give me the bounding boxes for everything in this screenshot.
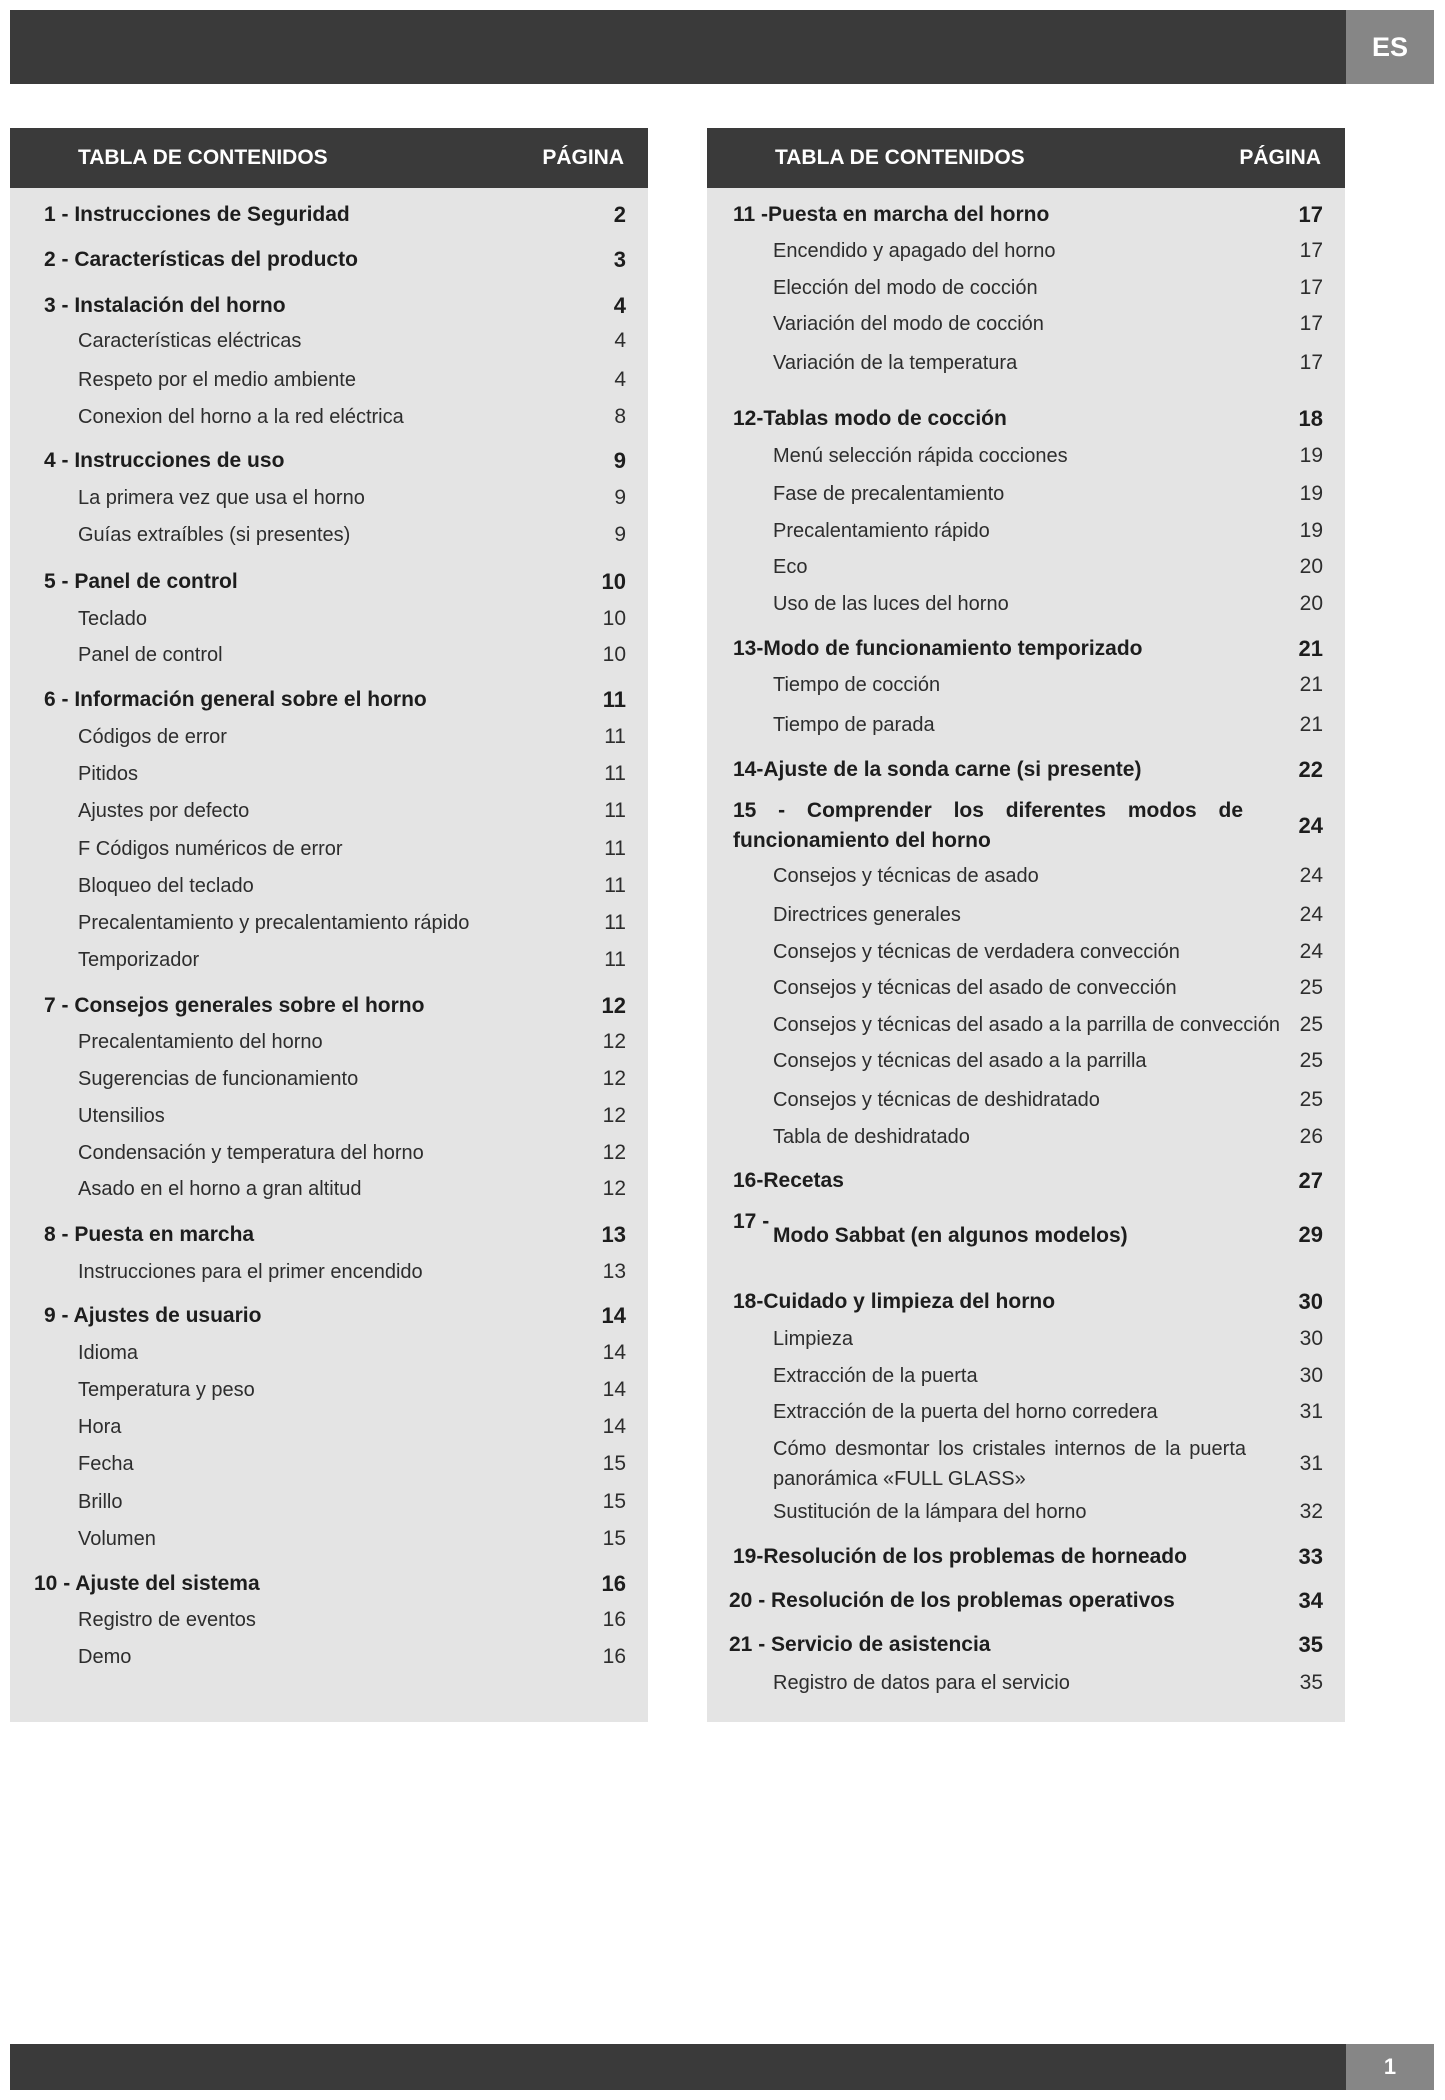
toc-header-right bbox=[707, 128, 1345, 188]
toc-subentry[interactable]: Utensilios 12 bbox=[78, 1104, 626, 1127]
toc-subentry[interactable]: Variación de la temperatura 17 bbox=[773, 351, 1323, 374]
toc-subentry[interactable]: F Códigos numéricos de error 11 bbox=[78, 837, 626, 860]
toc-subentry[interactable]: Cómo desmontar los cristales internos de la puerta panorámica «FULL GLASS» 31 bbox=[773, 1438, 1323, 1490]
toc-subentry[interactable]: Idioma 14 bbox=[78, 1341, 626, 1364]
toc-subentry[interactable]: Temperatura y peso 14 bbox=[78, 1378, 626, 1401]
toc-subentry[interactable]: Tiempo de parada 21 bbox=[773, 713, 1323, 736]
toc-header-left bbox=[10, 128, 648, 188]
toc-subentry[interactable]: Demo 16 bbox=[78, 1645, 626, 1668]
toc-subentry[interactable]: Panel de control 10 bbox=[78, 643, 626, 666]
toc-subentry[interactable]: Eco 20 bbox=[773, 555, 1323, 578]
toc-section-entry[interactable]: 5 - Panel de control 10 bbox=[44, 569, 626, 594]
toc-subentry[interactable]: Características eléctricas 4 bbox=[78, 329, 626, 352]
toc-subentry[interactable]: Variación del modo de cocción 17 bbox=[773, 312, 1323, 335]
toc-subentry[interactable]: Encendido y apagado del horno 17 bbox=[773, 239, 1323, 262]
toc-subentry[interactable]: Registro de datos para el servicio 35 bbox=[773, 1671, 1323, 1694]
toc-page-label: PÁGINA bbox=[1239, 146, 1321, 169]
toc-section-entry[interactable]: 16-Recetas 27 bbox=[733, 1168, 1323, 1193]
toc-section-entry[interactable]: 18-Cuidado y limpieza del horno 30 bbox=[733, 1289, 1323, 1314]
top-header-bar bbox=[10, 10, 1346, 84]
toc-section-entry[interactable]: 3 - Instalación del horno 4 bbox=[44, 293, 626, 318]
toc-subentry[interactable]: Ajustes por defecto 11 bbox=[78, 799, 626, 822]
toc-section-entry[interactable]: 14-Ajuste de la sonda carne (si presente) 22 bbox=[733, 757, 1323, 782]
toc-subentry[interactable]: Precalentamiento y precalentamiento rápido 11 bbox=[78, 911, 626, 934]
toc-subentry[interactable]: Sustitución de la lámpara del horno 32 bbox=[773, 1500, 1323, 1523]
toc-section-entry[interactable]: 19-Resolución de los problemas de horneado 33 bbox=[733, 1544, 1323, 1569]
toc-subentry[interactable]: Guías extraíbles (si presentes) 9 bbox=[78, 523, 626, 546]
toc-section-entry[interactable]: 2 - Características del producto 3 bbox=[44, 247, 626, 272]
toc-subentry[interactable]: Brillo 15 bbox=[78, 1490, 626, 1513]
toc-subentry[interactable]: Sugerencias de funcionamiento 12 bbox=[78, 1067, 626, 1090]
toc-section-entry[interactable]: 7 - Consejos generales sobre el horno 12 bbox=[44, 993, 626, 1018]
toc-subentry[interactable]: Consejos y técnicas de asado 24 bbox=[773, 864, 1323, 887]
toc-section-entry[interactable]: 17 - Modo Sabbat (en algunos modelos) 29 bbox=[733, 1210, 1323, 1247]
toc-subentry[interactable]: Consejos y técnicas de verdadera convección 24 bbox=[773, 940, 1323, 963]
toc-subentry[interactable]: Fecha 15 bbox=[78, 1452, 626, 1475]
toc-subentry[interactable]: Precalentamiento del horno 12 bbox=[78, 1030, 626, 1053]
toc-section-entry[interactable]: 9 - Ajustes de usuario 14 bbox=[44, 1303, 626, 1328]
toc-subentry[interactable]: Consejos y técnicas del asado a la parrilla 25 bbox=[773, 1049, 1323, 1072]
toc-subentry[interactable]: Respeto por el medio ambiente 4 bbox=[78, 368, 626, 391]
toc-subentry[interactable]: Teclado 10 bbox=[78, 607, 626, 630]
toc-subentry[interactable]: Consejos y técnicas de deshidratado 25 bbox=[773, 1088, 1323, 1111]
toc-subentry[interactable]: Elección del modo de cocción 17 bbox=[773, 276, 1323, 299]
toc-list-left bbox=[10, 188, 648, 1722]
toc-subentry[interactable]: Hora 14 bbox=[78, 1415, 626, 1438]
toc-section-entry[interactable]: 4 - Instrucciones de uso 9 bbox=[44, 448, 626, 473]
toc-section-entry[interactable]: 20 - Resolución de los problemas operativos 34 bbox=[729, 1588, 1323, 1613]
toc-title: TABLA DE CONTENIDOS bbox=[775, 146, 1025, 169]
toc-section-entry[interactable]: 21 - Servicio de asistencia 35 bbox=[729, 1632, 1323, 1657]
toc-subentry[interactable]: Precalentamiento rápido 19 bbox=[773, 519, 1323, 542]
toc-subentry[interactable]: Directrices generales 24 bbox=[773, 903, 1323, 926]
toc-section-entry[interactable]: 11 -Puesta en marcha del horno 17 bbox=[733, 202, 1323, 227]
language-badge: ES bbox=[1346, 10, 1434, 84]
toc-subentry[interactable]: Consejos y técnicas del asado a la parrilla de convección 25 bbox=[773, 1013, 1323, 1036]
toc-subentry[interactable]: Instrucciones para el primer encendido 13 bbox=[78, 1260, 626, 1283]
toc-subentry[interactable]: Condensación y temperatura del horno 12 bbox=[78, 1141, 626, 1164]
toc-subentry[interactable]: Bloqueo del teclado 11 bbox=[78, 874, 626, 897]
toc-subentry[interactable]: Extracción de la puerta del horno corredera 31 bbox=[773, 1400, 1323, 1423]
toc-section-entry[interactable]: 10 - Ajuste del sistema 16 bbox=[34, 1571, 626, 1596]
toc-panel-left bbox=[10, 128, 648, 1722]
toc-subentry[interactable]: Fase de precalentamiento 19 bbox=[773, 482, 1323, 505]
toc-section-entry[interactable]: 1 - Instrucciones de Seguridad 2 bbox=[44, 202, 626, 227]
toc-subentry[interactable]: Asado en el horno a gran altitud 12 bbox=[78, 1177, 626, 1200]
toc-subentry[interactable]: Menú selección rápida cocciones 19 bbox=[773, 444, 1323, 467]
section-number: 17 - bbox=[733, 1210, 770, 1233]
section-title: Modo Sabbat (en algunos modelos) bbox=[773, 1224, 1128, 1247]
toc-title: TABLA DE CONTENIDOS bbox=[78, 146, 328, 169]
toc-subentry[interactable]: Conexion del horno a la red eléctrica 8 bbox=[78, 405, 626, 428]
toc-subentry[interactable]: Registro de eventos 16 bbox=[78, 1608, 626, 1631]
toc-subentry[interactable]: Limpieza 30 bbox=[773, 1327, 1323, 1350]
toc-subentry[interactable]: Extracción de la puerta 30 bbox=[773, 1364, 1323, 1387]
toc-section-entry[interactable]: 13-Modo de funcionamiento temporizado 21 bbox=[733, 636, 1323, 661]
page-number-badge: 1 bbox=[1346, 2044, 1434, 2090]
toc-list-right bbox=[707, 188, 1345, 1722]
toc-subentry[interactable]: Códigos de error 11 bbox=[78, 725, 626, 748]
toc-section-entry[interactable]: 12-Tablas modo de cocción 18 bbox=[733, 406, 1323, 431]
toc-section-entry[interactable]: 15 - Comprender los diferentes modos de funcionamiento del horno 24 bbox=[733, 799, 1323, 852]
toc-section-entry[interactable]: 8 - Puesta en marcha 13 bbox=[44, 1222, 626, 1247]
toc-subentry[interactable]: La primera vez que usa el horno 9 bbox=[78, 486, 626, 509]
bottom-footer-bar bbox=[10, 2044, 1346, 2090]
toc-page-label: PÁGINA bbox=[542, 146, 624, 169]
toc-subentry[interactable]: Uso de las luces del horno 20 bbox=[773, 592, 1323, 615]
toc-subentry[interactable]: Consejos y técnicas del asado de convección 25 bbox=[773, 976, 1323, 999]
toc-subentry[interactable]: Temporizador 11 bbox=[78, 948, 626, 971]
toc-subentry[interactable]: Tiempo de cocción 21 bbox=[773, 673, 1323, 696]
toc-subentry[interactable]: Volumen 15 bbox=[78, 1527, 626, 1550]
toc-subentry[interactable]: Pitidos 11 bbox=[78, 762, 626, 785]
toc-panel-right bbox=[707, 128, 1345, 1722]
toc-subentry[interactable]: Tabla de deshidratado 26 bbox=[773, 1125, 1323, 1148]
toc-section-entry[interactable]: 6 - Información general sobre el horno 11 bbox=[44, 687, 626, 712]
